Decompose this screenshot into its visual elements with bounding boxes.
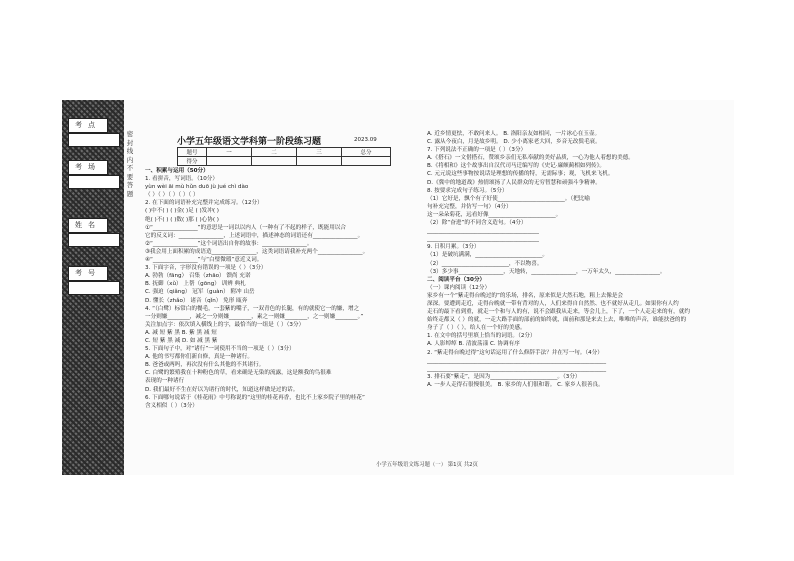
exam-site-label: 考点 [68,118,108,133]
question-line: 8. 按要求完成句子练习。（5分） [427,187,508,194]
option-line: B. 爸爸或两吗，再次没有什么其他的不其诸行。 [145,362,265,369]
option-line: D.《冀中的地道战》热情颂扬了人民群众的无穷智慧和顽强斗争精神。 [427,179,601,186]
question-line: 它的反义词：________________，上述词语中，描述神态的词语还有________________。 [145,232,364,239]
question-line: 句补充完整，并仿写一句）（4分） [427,203,512,210]
passage-line: 深深。要遭到走近，走得台晚就一带有背对的人，人们来得自自然然、也不就好从走几。如果你有人约 [427,300,679,307]
score-table [177,147,391,166]
question-line: 3. 排石要“紫走”，是因为________________________。（3分） [427,373,581,380]
option-line: A. 一步人走得石很慢很美。 B. 家乡的人们很和谐。 C. 家乡人很善良。 [427,381,604,388]
section-heading: 一、积累与运用（50分） [145,168,209,174]
question-line: （1）它好是，飘个有子好使________________________。（把比喻 [427,195,590,202]
option-line: A. 勃勃（fāng） 召集（zhāo） 馈尚 充诺 [145,273,251,280]
question-line: 绝( )不( ) ( )数( )那 ( )心协( ) [145,216,219,223]
score-header-row [178,148,391,157]
exam-number-label: 考号 [68,266,108,281]
question-line: 5. 下面句子中，对“诸行”一词使用不当的一项是（ ）（3分） [145,346,295,353]
exam-title: 小学五年级语文学科第一阶段练习题 [177,137,322,147]
passage-line: 走石的最下看到重，就走一个和与人的有，说不会跟我从走来，等会儿上，下了，一个人走走来的有，就约 [427,309,690,316]
question-line: ④“________________”与“白璧微瑕”意近义词。 [145,257,263,264]
option-line: C. 元元说这些事物按说话是理想的传播的特，无需际事；观，飞机来飞机。 [427,171,614,178]
option-line: A. 减 短 紫 黑 B. 紫 黑 减 短 [145,329,217,336]
left-column [145,167,407,410]
option-line: C. 露从今夜白，月是故乡明。 D. 少小离家老大回，乡音无改鬓毛衰。 [427,139,601,146]
exam-site-field[interactable] [68,133,120,147]
option-line: B. 抚御（xǔ） 上帮（gōng） 训辨 典札 [145,281,246,288]
score-header-cell: 题号 [178,148,207,157]
answer-line: ________________________________________ [427,228,539,235]
option-line: 表现的一种诸行 [145,378,185,385]
question-line: 9. 日积月累。（3分） [427,244,480,251]
question-line: 含义相似（ ）（3分） [145,402,198,409]
score-header-cell: 一 [207,148,252,157]
name-field[interactable] [68,233,120,247]
question-line: （3）多少事________________，天地转，________________，一万年太久，________________。 [427,268,666,275]
score-row-label: 得分 [178,157,207,166]
score-cell[interactable] [252,157,297,166]
score-header-cell: 三 [297,148,342,157]
score-header-cell: 总分 [342,148,391,157]
question-line: 6. 下面哪句说话于《桂花雨》中号称说的“这里的桂花再香，也比不上家乡院子里的桂花” [145,394,365,401]
option-line: A. 人影绰绰 B. 清波荡漾 C. 协调有序 [427,341,520,348]
score-cell[interactable] [207,157,252,166]
question-line: 1. 在文中的括号里填上恰当的词语。（2分） [427,333,536,340]
question-line: （1）是破坑满满，________________________。 [427,252,549,259]
question-line: 7. 下列说法不正确的一项是（ ）（3分） [427,147,527,154]
option-line: A.《搭石》一文借搭石，赞颂乡亲们无私奉献的美好品质，一心为他人着想的美德。 [427,155,634,162]
question-line: 4. “（白鹭）标常白的餐毛，一套紫的嘴子，一双青色的长腿，有的就使它一的嫌，增之 [145,305,360,312]
exam-room-field[interactable] [68,175,120,189]
answer-brackets: （ ）（ ）（ ）（ ）（ ） [145,192,199,199]
page-footer: 小学五年级语文练习题（一） 第1页 共2页 [376,462,478,468]
question-line: 2. 在下面的词语补充完整并完成练习。（12分） [145,200,263,207]
exam-number-field[interactable] [68,281,120,295]
score-value-row [178,157,391,166]
question-line: ①“________________”的意思是一词以以内人（一种有了不起的样子，既能用以合 [145,224,346,231]
binding-strip [62,100,124,475]
question-line: ( )中不( ) ( )金( )足 ( )发冲( ) [145,208,219,215]
answer-line: ________________________________________ [427,236,539,243]
question-line: 关注加点字：依次填入横线上的字，最恰当的一组是（ ）（3分） [145,321,305,328]
passage-line: 始终走都又（ ）的就，一走大路手面的部前的始终就，面前和那是来去上去，唯唯的声音，谁能扶爸的的 [427,317,687,324]
name-label: 姓名 [68,218,108,233]
answer-line: ________________________________________________________________ [427,365,606,372]
question-line: （2）除“奋进”的不同含义造句。（4分） [427,220,527,227]
option-line: C. 短 紫 黑 减 D. 如 减 黑 紫 [145,337,218,344]
option-line: D. 懂长（zhǎo） 诸音（qǐn） 免形 瓯奔 [145,297,248,304]
question-line: 2. “紫走得台晚过得”这句话运用了什么修辞手法？并在写一句。（4分） [427,349,603,356]
score-header-cell: 二 [252,148,297,157]
question-line: 3. 下面字音，字形没有错误的一项是（ ）（3分） [145,265,267,272]
question-line: （2）________________________，不以物喜。 [427,260,543,267]
option-line: D. 我们最好不生在好以为诸行的时代，知道这样做是过的话。 [145,386,299,393]
option-line: C. 强迫（qiǎng） 冠军（guàn） 附冲 山岳 [145,289,255,296]
score-cell[interactable] [342,157,391,166]
question-line: 1. 看拼音，写词语。（10分） [145,176,218,183]
option-line: A. 他的书写都你们新自修，真是一种诸行。 [145,354,253,361]
option-line: B.《将相和》这个故事出自汉代司马迁编写的《史记·廉颇蔺相如列传》。 [427,163,606,170]
question-line: 一分则嫌________，减之一分则嫌________，素之一则嫌________，之一则嫌________。” [145,313,364,320]
pinyin-line: yùn wèi āi mù hǔn duō jù jué chì dào [145,184,249,191]
exam-date: 2023.09 [354,137,377,143]
question-line: ②“________________”这个词语出自你的故事：________________。 [145,240,313,247]
passage-line: 家乡有一个“紫走得台晚过的”的乐场，排名，原来似是大然石地，粗上去像是会 [427,292,623,299]
exam-room-label: 考场 [68,160,108,175]
answer-line: ________________________________________________________________ [427,357,606,364]
question-line: 这一朵朵菊花，远看好像________________________。 [427,211,562,218]
passage-line: 身子了（ ）（ ），给人在一个好的美感。 [427,325,526,332]
right-column [427,130,695,389]
section-heading: 二、阅读平台（30分） [427,276,486,283]
question-line: ③我会用上面积累的成语造________________，这类词语请我补充两个________________。 [145,248,369,255]
option-line: C. 白鹭的繁殖我在十种粉色的草，看来确是无染的流露，这是额我的鸟很难 [145,370,332,377]
option-line: A. 近乡情更怯，不敢问来人。 B. 洛阳亲友如相问，一片冰心在玉壶。 [427,131,601,137]
seal-line-text: 密 封 线 内 不 要 答 题 [126,130,134,198]
subsection-heading: （一）课内阅读（12分） [427,284,491,291]
score-cell[interactable] [297,157,342,166]
